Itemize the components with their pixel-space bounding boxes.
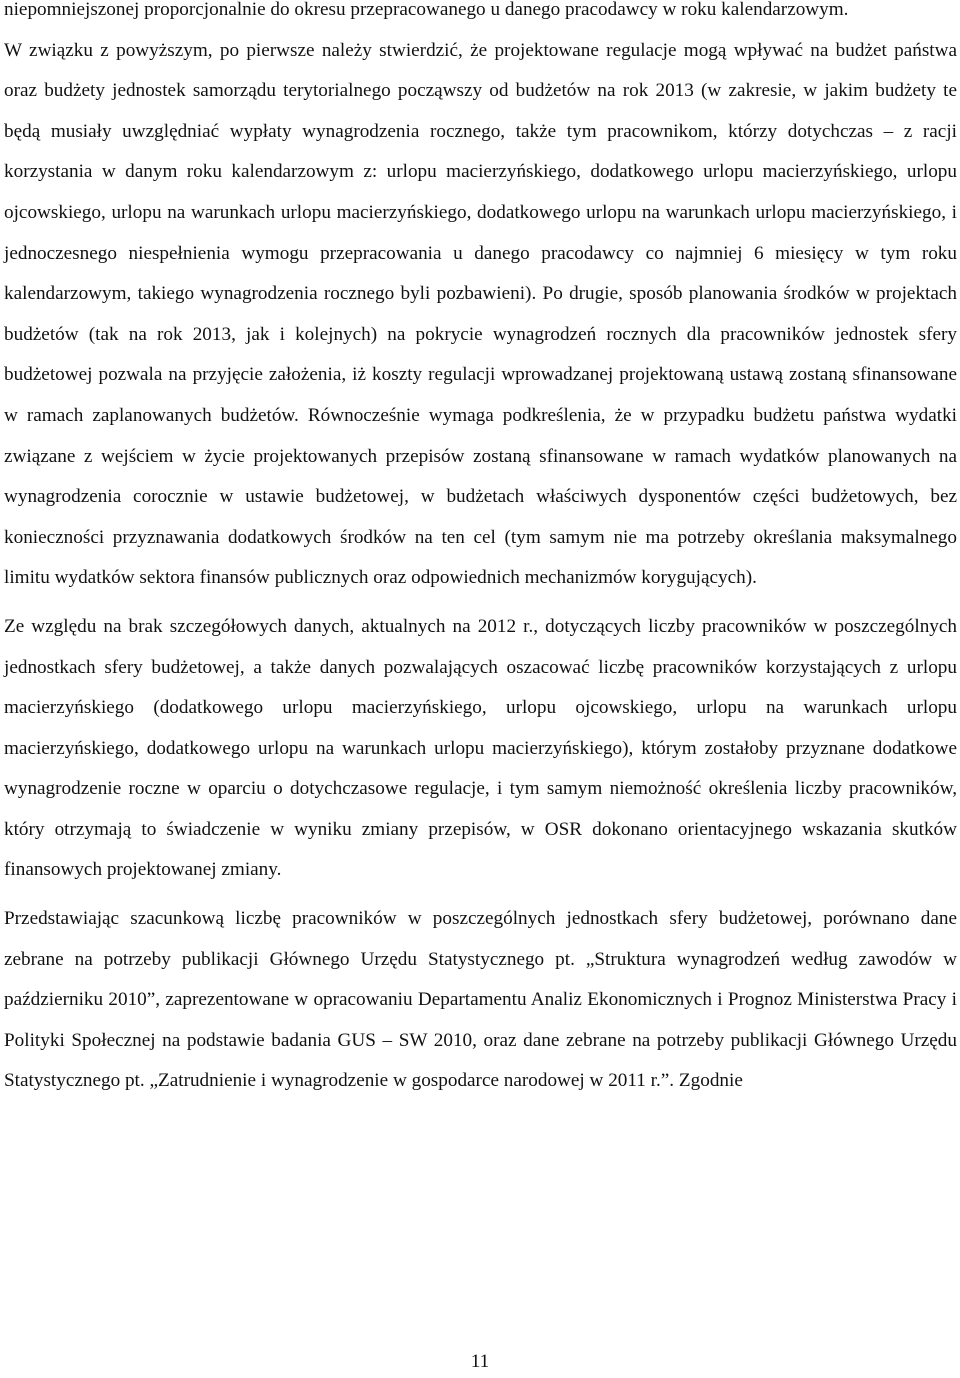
paragraph-4: Przedstawiając szacunkową liczbę pracowników w poszczególnych jednostkach sfery budżetowej, porównano dane zebrane na potrzeby publikacji Głównego Urzędu Statystycznego pt. „Struktura wynagrodzeń według zawodów w październiku 2010”, zaprezentowane w opracowaniu Departamentu Analiz Ekonomicznych i Prognoz Ministerstwa Pracy i Polityki Społecznej na podstawie badania GUS – SW 2010, oraz dane zebrane na potrzeby publikacji Głównego Urzędu Statystycznego pt. „Zatrudnienie i wynagrodzenie w gospodarce narodowej w 2011 r.”. Zgodnie: [4, 908, 957, 1092]
page-number: 11: [470, 1351, 490, 1372]
paragraph-1: niepomniejszonej proporcjonalnie do okresu przepracowanego u danego pracodawcy w roku kalendarzowym.: [4, 0, 849, 20]
paragraph-3: Ze względu na brak szczegółowych danych, aktualnych na 2012 r., dotyczących liczby pracowników w poszczególnych jednostkach sfery budżetowej, a także danych pozwalających oszacować liczbę pracowników korzystających z urlopu macierzyńskiego (dodatkowego urlopu macierzyńskiego, urlopu ojcowskiego, urlopu na warunkach urlopu macierzyńskiego, dodatkowego urlopu na warunkach urlopu macierzyńskiego), którym zostałoby przyznane dodatkowe wynagrodzenie roczne w oparciu o dotychczasowe regulacje, i tym samym niemożność określenia liczby pracowników, który otrzymają to świadczenie w wyniku zmiany przepisów, w OSR dokonano orientacyjnego wskazania skutków finansowych projektowanej zmiany.: [4, 615, 957, 881]
paragraph-2: W związku z powyższym, po pierwsze należy stwierdzić, że projektowane regulacje mogą wpływać na budżet państwa oraz budżety jednostek samorządu terytorialnego począwszy od budżetów na rok 2013 (w zakresie, w jakim budżety te będą musiały uwzględniać wypłaty wynagrodzenia rocznego, także tym pracownikom, którzy dotychczas – z racji korzystania w danym roku kalendarzowym z: urlopu macierzyńskiego, dodatkowego urlopu macierzyńskiego, urlopu ojcowskiego, urlopu na warunkach urlopu macierzyńskiego, dodatkowego urlopu na warunkach urlopu macierzyńskiego, i jednoczesnego niespełnienia wymogu przepracowania u danego pracodawcy co najmniej 6 miesięcy w tym roku kalendarzowym, takiego wynagrodzenia rocznego byli pozbawieni). Po drugie, sposób planowania środków w projektach budżetów (tak na rok 2013, jak i kolejnych) na pokrycie wynagrodzeń rocznych dla pracowników jednostek sfery budżetowej pozwala na przyjęcie założenia, iż koszty regulacji wprowadzanej projektowaną ustawą zostaną sfinansowane w ramach zaplanowanych budżetów. Równocześnie wymaga podkreślenia, że w przypadku budżetu państwa wydatki związane z wejściem w życie projektowanych przepisów zostaną sfinansowane w ramach wydatków planowanych na wynagrodzenia corocznie w ustawie budżetowej, w budżetach właściwych dysponentów części budżetowych, bez konieczności przyznawania dodatkowych środków na ten cel (tym samym nie ma potrzeby określania maksymalnego limitu wydatków sektora finansów publicznych oraz odpowiednich mechanizmów korygujących).: [4, 39, 957, 589]
